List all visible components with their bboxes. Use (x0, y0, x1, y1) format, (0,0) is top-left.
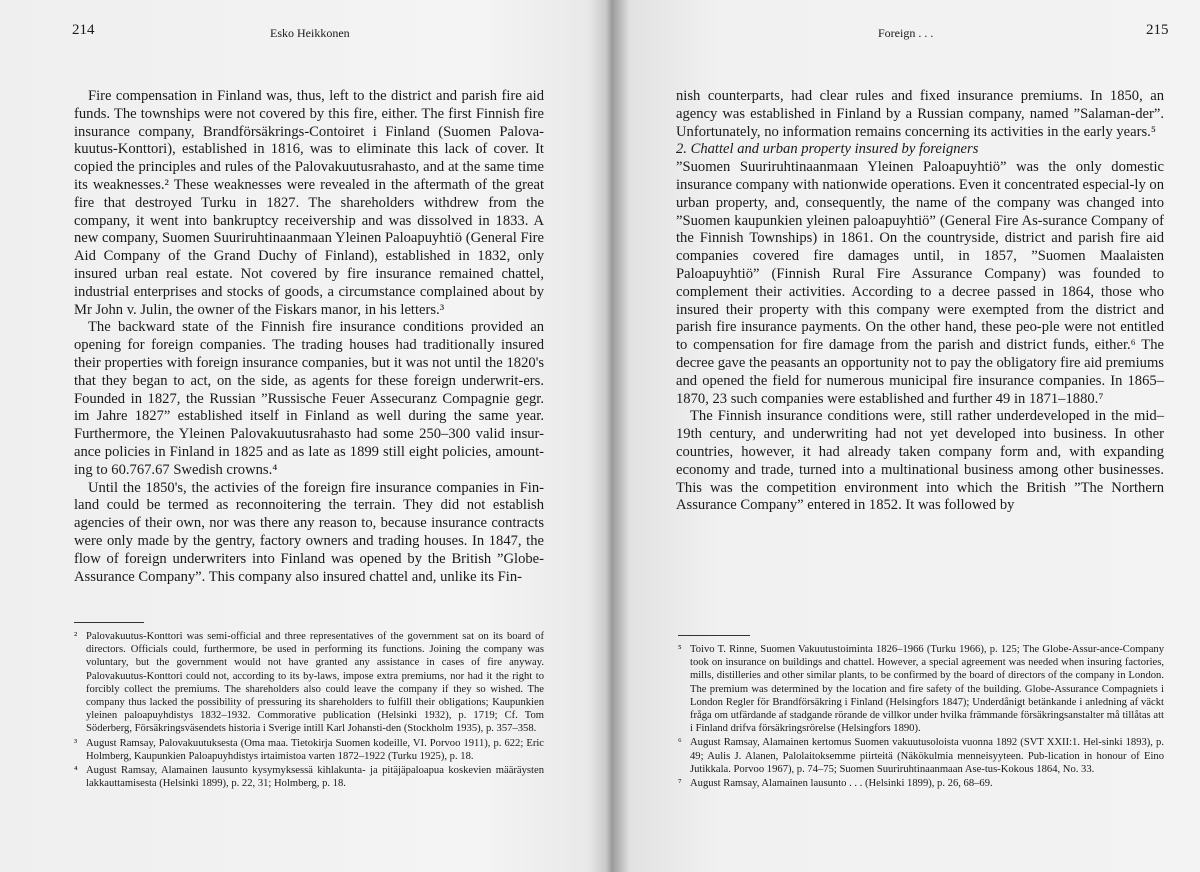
footnote-text: August Ramsay, Alamainen lausunto . . . (Helsinki 1899), p. 26, 68–69. (690, 778, 993, 790)
left-paragraph-3: Until the 1850's, the activies of the foreign fire insurance companies in Fin-land could be termed as reconnoitering the terrain. They did not establish agencies of their own, nor was there any reason to, because insurance contracts were only made by the gentry, factory owners and trading houses. In 1847, the flow of foreign underwriters into Finland was opened by the British ”Globe-Assurance Company”. This company also insured chattel and, unlike its Fin- (74, 479, 544, 585)
left-paragraph-1: Fire compensation in Finland was, thus, left to the district and parish fire aid funds. The townships were not covered by this fire, either. The first Finnish fire insurance company, Brandförsäkrings-Contoiret i Finland (Suomen Palova-kuutus-Konttori), established in 1816, was to eliminate this lack of cover. It copied the principles and rules of the Palovakuutusrahasto, and at the same time its weaknesses.² These weaknesses were revealed in the aftermath of the great fire that destroyed Turku in 1827. The shareholders withdrew from the company, it went into bankruptcy receivership and was dissolved in 1833. A new company, Suomen Suuriruhtinaanmaan Yleinen Paloapuyhtiö (General Fire Aid Company of the Grand Duchy of Finland), established in 1832, only insured urban real estate. Not covered by fire insurance remained chattel, industrial enterprises and stocks of goods, a circumstance complained about by Mr John v. Julin, the owner of the Fiskars manor, in his letters.³ (74, 88, 544, 318)
footnote-text: August Ramsay, Alamainen lausunto kysymyksessä kihlakunta- ja pitäjäpaloapua koskevien määräysten lakkauttamisesta (Helsinki 1899), p. 22, 31; Holmberg, p. 18. (86, 765, 544, 790)
footnote-text: August Ramsay, Palovakuutuksesta (Oma maa. Tietokirja Suomen kodeille, VI. Porvoo 1911), p. 622; Eric Holmberg, Kaupunkien Paloapuyhdistys irtaimistoa varten 1872–1922 (Turku 1925), p. 18. (86, 737, 544, 762)
right-footnote-rule (678, 635, 750, 636)
footnote-mark: ³ (74, 737, 78, 749)
left-paragraph-2: The backward state of the Finnish fire insurance conditions provided an opening for foreign companies. The trading houses had traditionally insured their properties with foreign insurance companies, but it was not until the 1820's that they began to act, on the side, as agents for these foreign underwrit-ers. Founded in 1827, the Russian ”Russische Feuer Assecuranz Compagnie gegr. im Jahre 1827” established itself in Finland as well during the same year. Furthermore, the Yleinen Palovakuutusrahasto had some 250–300 valid insur-ance policies in Finland in 1825 and as late as 1899 still eight policies, amount-ing to 60.767.67 Swedish crowns.⁴ (74, 319, 544, 478)
right-paragraph-1: ”Suomen Suuriruhtinaanmaan Yleinen Paloapuyhtiö” was the only domestic insurance company with nationwide operations. Even it concentrated especial-ly on urban property, and, consequently, the name of the company was changed into ”Suomen kaupunkien yleinen paloapuyhtiö” (General Fire As-surance Company of the Finnish Townships) in 1861. On the countryside, district and parish fire aid companies covered fire damages until, in 1857, ”Suomen Maalaisten Paloapuyhtiö” (Finnish Rural Fire Assurance Company) was founded to complement their activities. According to a decree passed in 1864, those who insured their property with this company were exempted from the district and parish fire insurance payments. On the other hand, these peo-ple were not entitled to compensation for fire damage from the parish and district funds, either.⁶ The decree gave the peasants an opportunity not to pay the obligatory fire aid premiums and opened the field for numerous municipal fire insurance companies. In 1865–1870, 23 such companies were established and further 49 in 1871–1880.⁷ (676, 159, 1164, 407)
section-heading: 2. Chattel and urban property insured by foreigners (676, 141, 979, 158)
footnote-text: August Ramsay, Alamainen kertomus Suomen vakuutusoloista vuonna 1892 (SVT XXII:1. Hel-sinki 1893), p. 49; Aulis J. Alanen, Palolaitoksemme piirteitä (Näkökulmia menneisyyteen. Pub-lication in honour of Eino Jutikkala. Porvoo 1967), p. 74–75; Suomen Suuriruhtinaanmaan Ase-tus-Kokous 1864, No. 33. (690, 737, 1164, 775)
left-footnote-rule (74, 622, 144, 623)
footnote-5 (678, 643, 1164, 735)
footnote-mark: ⁴ (74, 765, 78, 777)
footnote-2 (74, 630, 544, 736)
footnote-mark: ⁵ (678, 644, 682, 655)
right-page-number: 215 (1146, 22, 1169, 38)
right-paragraph-2: The Finnish insurance conditions were, still rather underdeveloped in the mid–19th century, and underwriting had not yet developed into business. In other countries, however, it had already taken company form and, with expanding economy and trade, turned into a multinational business among other businesses. This was the competition environment into which the British ”The Northern Assurance Company” entered in 1852. It was followed by (676, 408, 1164, 514)
footnote-mark: ⁶ (678, 737, 682, 749)
footnote-4 (74, 764, 544, 790)
footnote-3 (74, 737, 544, 763)
footnote-text: Palovakuutus-Konttori was semi-official and three representatives of the government sat on its board of directors. Officials could, furthermore, be used in performing its functions. Joining the company was voluntary, but the government would not have granted any assistance in cases of fire anyway. Palovakuutus-Konttori could not, according to its by-laws, impose extra premiums, nor had it the right to forcibly collect the premiums. The shareholders also could leave the company if they so wished. The company thus lacked the possibility of pressuring its shareholders to fulfill their obligations; Kaupunkien yleinen paloapuyhdistys 1832–1932. Commorative publication (Helsinki 1932), p. 1719; Cf. Tom Söderberg, Försäkringsväsendets historia i Sverige intill Karl Johansti-den (Stockholm 1935), p. 357–358. (86, 631, 544, 735)
right-page (606, 0, 1200, 872)
left-footnotes (74, 630, 544, 791)
right-paragraph-continued: nish counterparts, had clear rules and fixed insurance premiums. In 1850, an agency was established in Finland by a Russian company, named ”Salaman-der”. Unfortunately, no information remains concerning its activities in the early years.⁵ (676, 88, 1164, 140)
footnote-7 (678, 777, 1164, 790)
left-page-number: 214 (72, 22, 95, 38)
footnote-text: Toivo T. Rinne, Suomen Vakuutustoiminta 1826–1966 (Turku 1966), p. 125; The Globe-Assur-ance-Company took on insurance on buildings and chattel. However, a special agreement was needed when insuring factories, mills, distilleries and other similar plants, to be confirmed by the board of directors of the company in London. The premium was determined by the location and fire safety of the building. Globe-Assurance Compagniets i London Regler för Brandförsäkring i Finland (Helsingfors 1847); Underdånigt betänkande i anledning af väckt fråga om utfärdande af stadgande rörande de villkor under hvilka främmande försäkringsanstalter må tillåtas att i Finland drifva försäkringsrörelse (Helsingfors 1890). (690, 644, 1164, 735)
footnote-mark: ⁷ (678, 778, 682, 790)
footnote-mark: ² (74, 631, 78, 642)
left-running-head: Esko Heikkonen (270, 26, 350, 40)
left-body-text (74, 88, 544, 586)
right-body-text (676, 88, 1164, 515)
footnote-6 (678, 736, 1164, 776)
right-running-head: Foreign . . . (878, 26, 934, 40)
right-footnotes (678, 643, 1164, 791)
